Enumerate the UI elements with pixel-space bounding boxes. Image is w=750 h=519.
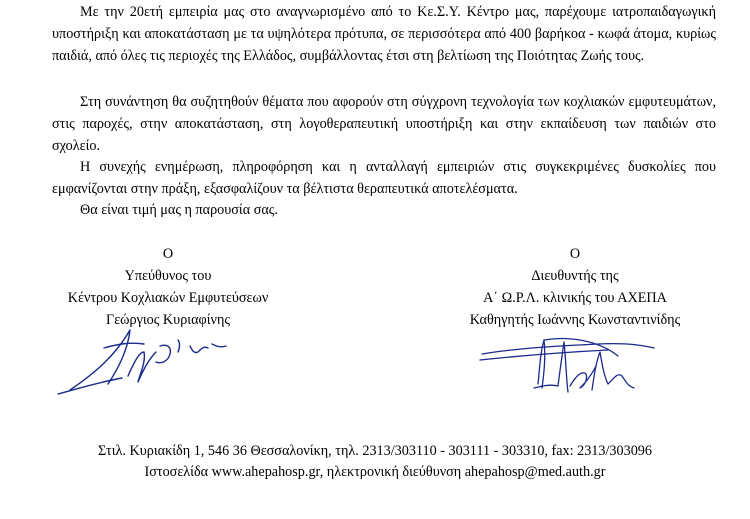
footer-address: Στιλ. Κυριακίδη 1, 546 36 Θεσσαλονίκη, τηλ. 2313/303110 - 303111 - 303310, fax: 2313/303096 <box>98 443 652 459</box>
signatory-left-name: Γεώργιος Κυριαφίνης <box>106 312 230 328</box>
paragraph-experience: Με την 20ετή εμπειρία μας στο αναγνωρισμένο από το Κε.Σ.Υ. Κέντρο μας, παρέχουμε ιατροπαιδαγωγική υποστήριξη και αποκατάσταση με τα υψηλότερα πρότυπα, σε περισσότερα από 400 βαρήκοα - κωφά άτομα, κυρίως παιδιά, από όλες τις περιοχές της Ελλάδος, συμβάλλοντας έτσι στη βελτίωση της Ποιότητας Ζωής τους. <box>52 4 716 64</box>
signatory-right-name: Καθηγητής Ιωάννης Κωνσταντινίδης <box>469 312 681 328</box>
paragraph-information: Η συνεχής ενημέρωση, πληροφόρηση και η ανταλλαγή εμπειριών στις συγκεκριμένες δυσκολίες που εμφανίζονται στην πράξη, εξασφαλίζουν τα βέλτιστα θεραπευτικά αποτελέσματα. <box>52 159 716 197</box>
signatory-right-article: Ο <box>569 246 581 262</box>
signatory-left-article: Ο <box>162 246 174 262</box>
signatory-right-role: Διευθυντής της <box>531 268 619 284</box>
signature-left-image <box>40 318 230 398</box>
signature-right-image <box>478 326 668 406</box>
paragraph-meeting-topics: Στη συνάντηση θα συζητηθούν θέματα που αφορούν στη σύγχρονη τεχνολογία των κοχλιακών εμφυτευμάτων, στις παροχές, στην αποκατάσταση, στη λογοθεραπευτική υποστήριξη και στην εκπαίδευση των παιδιών στο σχολείο. <box>52 94 716 154</box>
signatory-right-organization: Α΄ Ω.Ρ.Λ. κλινικής του ΑΧΕΠΑ <box>483 290 667 306</box>
footer-web-email: Ιστοσελίδα www.ahepahosp.gr, ηλεκτρονική διεύθυνση ahepahosp@med.auth.gr <box>144 464 606 480</box>
paragraph-closing: Θα είναι τιμή μας η παρουσία σας. <box>80 202 278 218</box>
signatory-left-organization: Κέντρου Κοχλιακών Εμφυτεύσεων <box>67 290 269 306</box>
signatory-left-role: Υπεύθυνος του <box>124 268 212 284</box>
signatory-right <box>440 243 710 331</box>
